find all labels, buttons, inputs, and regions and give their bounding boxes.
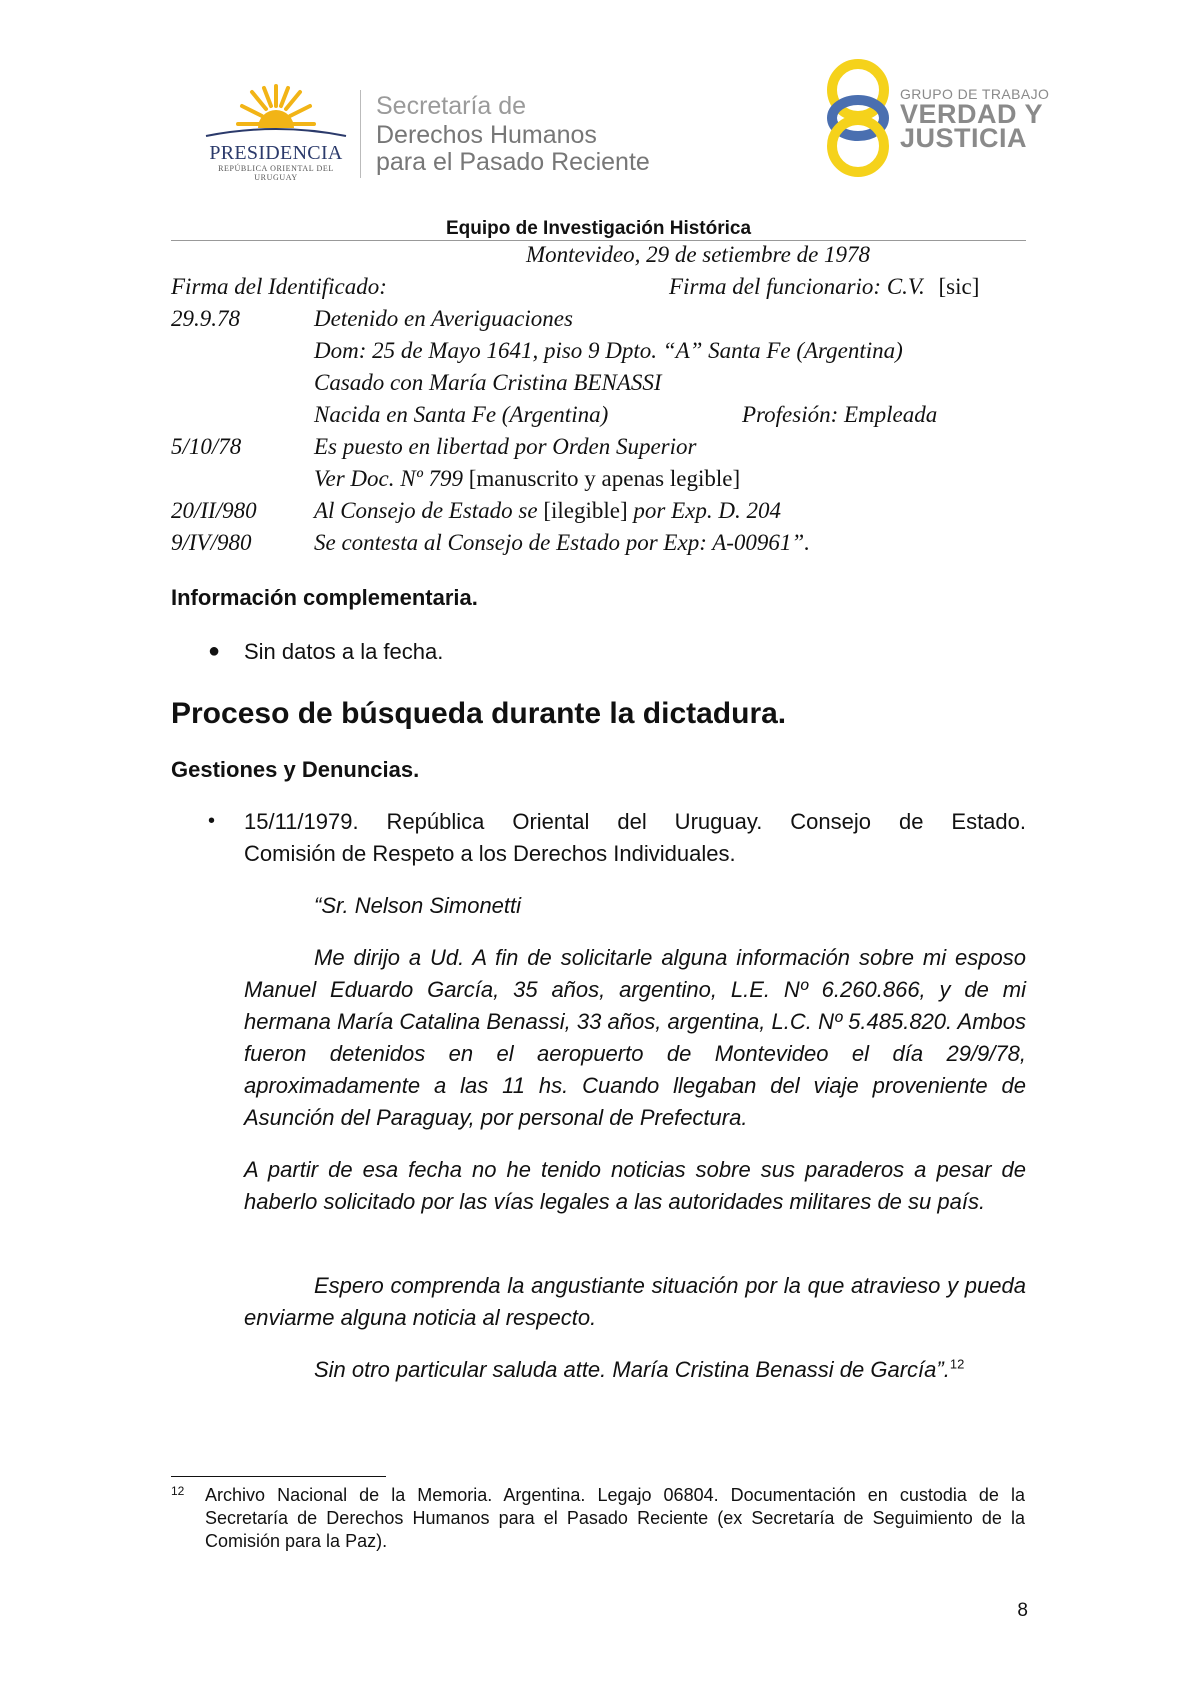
item-line-2: Comisión de Respeto a los Derechos Individuales. — [244, 841, 736, 866]
record-date: 29.9.78 — [171, 306, 240, 331]
record-text: Detenido en Averiguaciones — [314, 306, 573, 331]
record-text: Nacida en Santa Fe (Argentina) — [314, 402, 609, 427]
record-text: Es puesto en libertad por Orden Superior — [314, 434, 697, 459]
team-title: Equipo de Investigación Histórica — [445, 218, 752, 239]
record-text-line — [314, 463, 740, 495]
rings-emblem-icon — [822, 56, 894, 180]
presidencia-subtitle: REPÚBLICA ORIENTAL DEL URUGUAY — [218, 164, 334, 182]
presidencia-name: PRESIDENCIA — [209, 142, 343, 164]
grupo-label: GRUPO DE TRABAJO — [900, 86, 1050, 102]
record-text: Casado con María Cristina BENASSI — [314, 370, 662, 395]
record-text-line — [314, 495, 781, 527]
bullet-icon: ● — [208, 640, 221, 662]
firma-funcionario — [669, 271, 979, 303]
section-heading: Proceso de búsqueda durante la dictadura. — [171, 697, 787, 730]
grupo-verdad: VERDAD Y — [900, 99, 1044, 129]
record-text: Se contesta al Consejo de Estado por Exp: A-00961”. — [314, 530, 810, 555]
footnote-number: 12 — [171, 1484, 185, 1498]
info-heading: Información complementaria. — [171, 585, 478, 610]
secretaria-line-3: para el Pasado Reciente — [376, 148, 650, 176]
record-note: [ilegible] — [543, 498, 628, 523]
section-subheading: Gestiones y Denuncias. — [171, 757, 420, 782]
bullet-icon: • — [208, 810, 216, 832]
letter-paragraph-2: A partir de esa fecha no he tenido noticias sobre sus paraderos a pesar de haberlo solicitado por las vías legales a las autoridades militares de su país. — [244, 1157, 1026, 1214]
record-date: 20/II/980 — [171, 498, 257, 523]
record-text: Dom: 25 de Mayo 1641, piso 9 Dpto. “A” Santa Fe (Argentina) — [314, 338, 903, 363]
letter-paragraph-3: Espero comprenda la angustiante situación por la que atravieso y pueda enviarme alguna noticia al respecto. — [244, 1273, 1026, 1330]
record-text: Al Consejo de Estado se — [314, 498, 538, 523]
letter-paragraph-1: Me dirijo a Ud. A fin de solicitarle alguna información sobre mi esposo Manuel Eduardo García, 35 años, argentino, L.E. Nº 6.260.866, y de mi hermana María Catalina Benassi, 33 años, argentina, L.C. Nº 5.485.820. Ambos fueron detenidos en el aeropuerto de Montevideo el día 29/9/78, aproximadamente a las 11 hs. Cuando llegaban del viaje proveniente de Asunción del Paraguay, por personal de Prefectura. — [244, 945, 1026, 1130]
secretaria-line-2: Derechos Humanos — [376, 121, 597, 149]
firma-funcionario-label: Firma del funcionario: C.V. — [669, 274, 925, 299]
page-number: 8 — [1017, 1600, 1028, 1621]
record-text: por Exp. D. 204 — [633, 498, 781, 523]
letter-paragraph-4 — [244, 1354, 1026, 1386]
item-line-1: 15/11/1979. República Oriental del Uruguay. Consejo de Estado. — [244, 809, 1026, 834]
record-profesion: Profesión: Empleada — [742, 402, 938, 427]
record-date: 9/IV/980 — [171, 530, 252, 555]
letter-salutation: “Sr. Nelson Simonetti — [314, 893, 522, 918]
firma-sic: [sic] — [938, 274, 980, 299]
record-text: Ver Doc. Nº 799 — [314, 466, 463, 491]
footnote-text: Archivo Nacional de la Memoria. Argentina. Legajo 06804. Documentación en custodia de la Secretaría de Derechos Humanos para el Pasado Reciente (ex Secretaría de Seguimiento de la Comisión para la Paz). — [205, 1485, 1025, 1551]
info-bullet-text: Sin datos a la fecha. — [244, 639, 444, 664]
firma-identificado: Firma del Identificado: — [171, 274, 387, 299]
secretaria-line-1: Secretaría de — [376, 92, 527, 120]
record-date: 5/10/78 — [171, 434, 242, 459]
header-divider — [360, 90, 361, 178]
footnote-rule — [171, 1476, 386, 1477]
record-note: [manuscrito y apenas legible] — [468, 466, 741, 491]
letter-closing: Sin otro particular saluda atte. María Cristina Benassi de García”. — [314, 1357, 950, 1382]
record-place-date: Montevideo, 29 de setiembre de 1978 — [526, 242, 871, 267]
grupo-justicia: JUSTICIA — [900, 123, 1028, 153]
footnote-ref[interactable]: 12 — [949, 1356, 965, 1372]
